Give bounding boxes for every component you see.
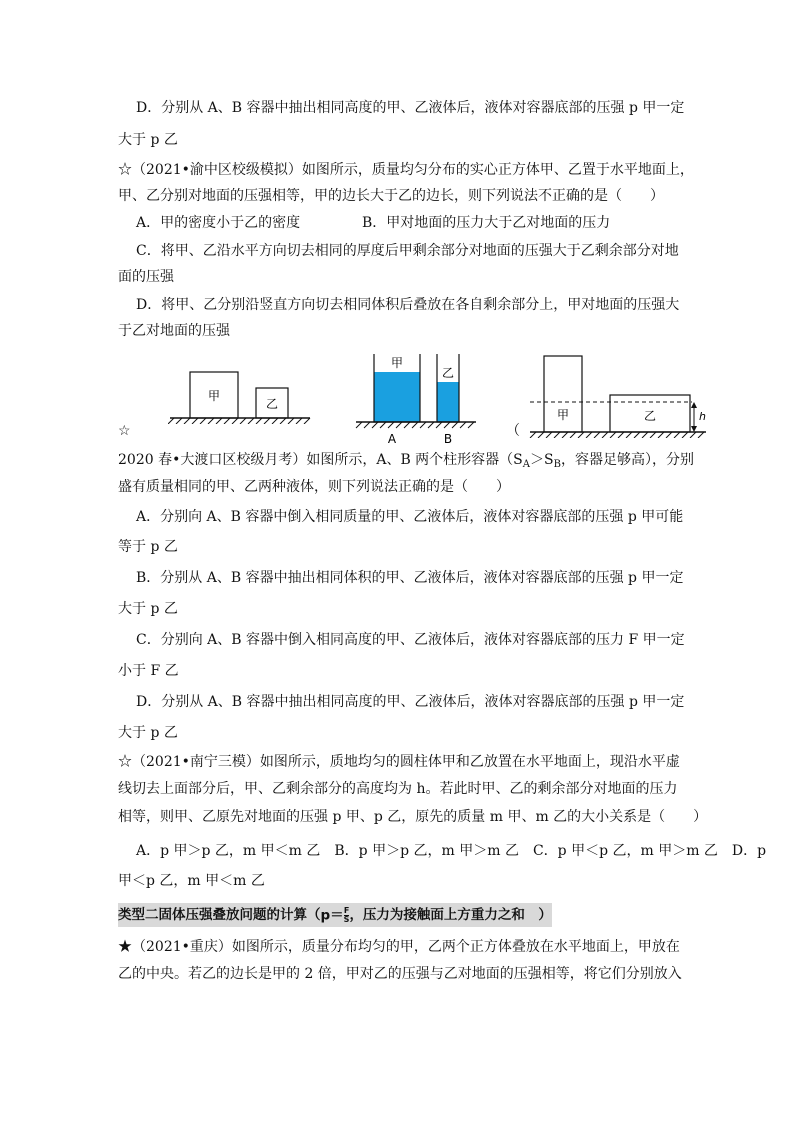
cube-yi-label: 乙 (265, 397, 279, 411)
q1-stem-line1: ☆（2021•渝中区校级模拟）如图所示，质量均匀分布的实心正方体甲、乙置于水平地面上， (118, 162, 694, 178)
q3-options-line2: 甲＜p 乙，m 甲＜m 乙 (118, 873, 265, 889)
q2-option-b-line1: B．分别从 A、B 容器中抽出相同体积的甲、乙液体后，液体对容器底部的压强 p 甲一定 (136, 570, 684, 586)
q1-option-d-line2: 于乙对地面的压强 (118, 323, 230, 339)
figure-liquid-containers (352, 350, 480, 446)
liquid-yi-in-b (437, 382, 459, 422)
formula: p＝ $\frac{F}{S}$ (320, 905, 350, 924)
q2-option-d-line2: 大于 p 乙 (118, 725, 178, 741)
liquid-jia-label: 甲 (390, 356, 404, 370)
q1-stem-line2: 甲、乙分别对地面的压强相等，甲的边长大于乙的边长，则下列说法不正确的是（ ） (118, 188, 664, 204)
q0-option-d-line2: 大于 p 乙 (118, 132, 178, 148)
ground-hatching (530, 432, 704, 438)
q1-option-b: B．甲对地面的压力大于乙对地面的压力 (362, 215, 611, 231)
q4-stem-line1: ★（2021•重庆）如图所示，质量分布均匀的甲，乙两个正方体叠放在水平地面上，甲放在 (118, 939, 680, 955)
cube-jia-label: 甲 (207, 389, 221, 403)
q2-stem-line2: 盛有质量相同的甲、乙两种液体，则下列说法正确的是（ ） (118, 479, 510, 495)
q1-option-c-line1: C．将甲、乙沿水平方向切去相同的厚度后甲剩余部分对地面的压强大于乙剩余部分对地 (136, 243, 679, 259)
q2-stem-line1: 2020 春•大渡口区校级月考）如图所示，A、B 两个柱形容器（$S_A>S_B$，容器足够高），分别 (118, 452, 694, 470)
q1-option-c-line2: 面的压强 (118, 269, 174, 285)
liquid-yi-label: 乙 (441, 366, 455, 380)
ground-hatching (168, 418, 310, 424)
q4-stem-line2: 乙的中央。若乙的边长是甲的 2 倍，甲对乙的压强与乙对地面的压强相等，将它们分别放入 (118, 966, 682, 982)
q1-option-d-line1: D．将甲、乙分别沿竖直方向切去相同体积后叠放在各自剩余部分上，甲对地面的压强大 (136, 297, 680, 313)
figure-cubes-on-ground (168, 362, 314, 424)
q3-options-line1: A．p 甲＞p 乙，m 甲＜m 乙 B．p 甲＞p 乙，m 甲＞m 乙 C．p 甲＜p 乙，m 甲＞m 乙 D．p (136, 843, 767, 859)
q3-stem-line2: 线切去上面部分后，甲、乙剩余部分的高度均为 h。若此时甲、乙的剩余部分对地面的压力 (118, 781, 678, 797)
q0-option-d-line1: D．分别从 A、B 容器中抽出相同高度的甲、乙液体后，液体对容器底部的压强 p 甲一定 (136, 100, 685, 116)
q2-option-b-line2: 大于 p 乙 (118, 601, 178, 617)
cylinder-jia-label: 甲 (556, 408, 570, 422)
height-arrow-head-up (691, 402, 697, 408)
q2-option-a-line2: 等于 p 乙 (118, 539, 178, 555)
q2-star: ☆ (118, 423, 131, 439)
q2-option-c-line2: 小于 F 乙 (118, 663, 179, 679)
figure-cylinders-cut (528, 352, 710, 438)
height-arrow-head-down (691, 426, 697, 432)
formula-denominator: S (343, 914, 350, 924)
ground-hatching (356, 422, 474, 428)
cylinder-yi-label: 乙 (643, 409, 657, 423)
q2-open-paren: （ (506, 423, 520, 439)
container-b-label: B (443, 432, 453, 446)
q1-option-a: A．甲的密度小于乙的密度 (136, 215, 301, 231)
q2-option-c-line1: C．分别向 A、B 容器中倒入相同高度的甲、乙液体后，液体对容器底部的压力 F 甲一定 (136, 632, 685, 648)
height-label: h (699, 410, 706, 423)
container-a-label: A (387, 432, 397, 446)
q3-stem-line1: ☆（2021•南宁三模）如图所示，质地均匀的圆柱体甲和乙放置在水平地面上，现沿水平虚 (118, 754, 680, 770)
q2-option-d-line1: D．分别从 A、B 容器中抽出相同高度的甲、乙液体后，液体对容器底部的压强 p 甲一定 (136, 694, 685, 710)
section-heading: 类型二固体压强叠放问题的计算（p＝ $\frac{F}{S}$ ，压力为接触面上方重力之和 ） (118, 903, 552, 927)
formula-numerator: F (343, 905, 350, 915)
liquid-jia-in-a (374, 372, 420, 422)
q3-stem-line3: 相等，则甲、乙原先对地面的压强 p 甲、p 乙，原先的质量 m 甲、m 乙的大小关系是（ ） (118, 809, 708, 825)
q2-option-a-line1: A．分别向 A、B 容器中倒入相同质量的甲、乙液体后，液体对容器底部的压强 p 甲可能 (136, 509, 684, 525)
